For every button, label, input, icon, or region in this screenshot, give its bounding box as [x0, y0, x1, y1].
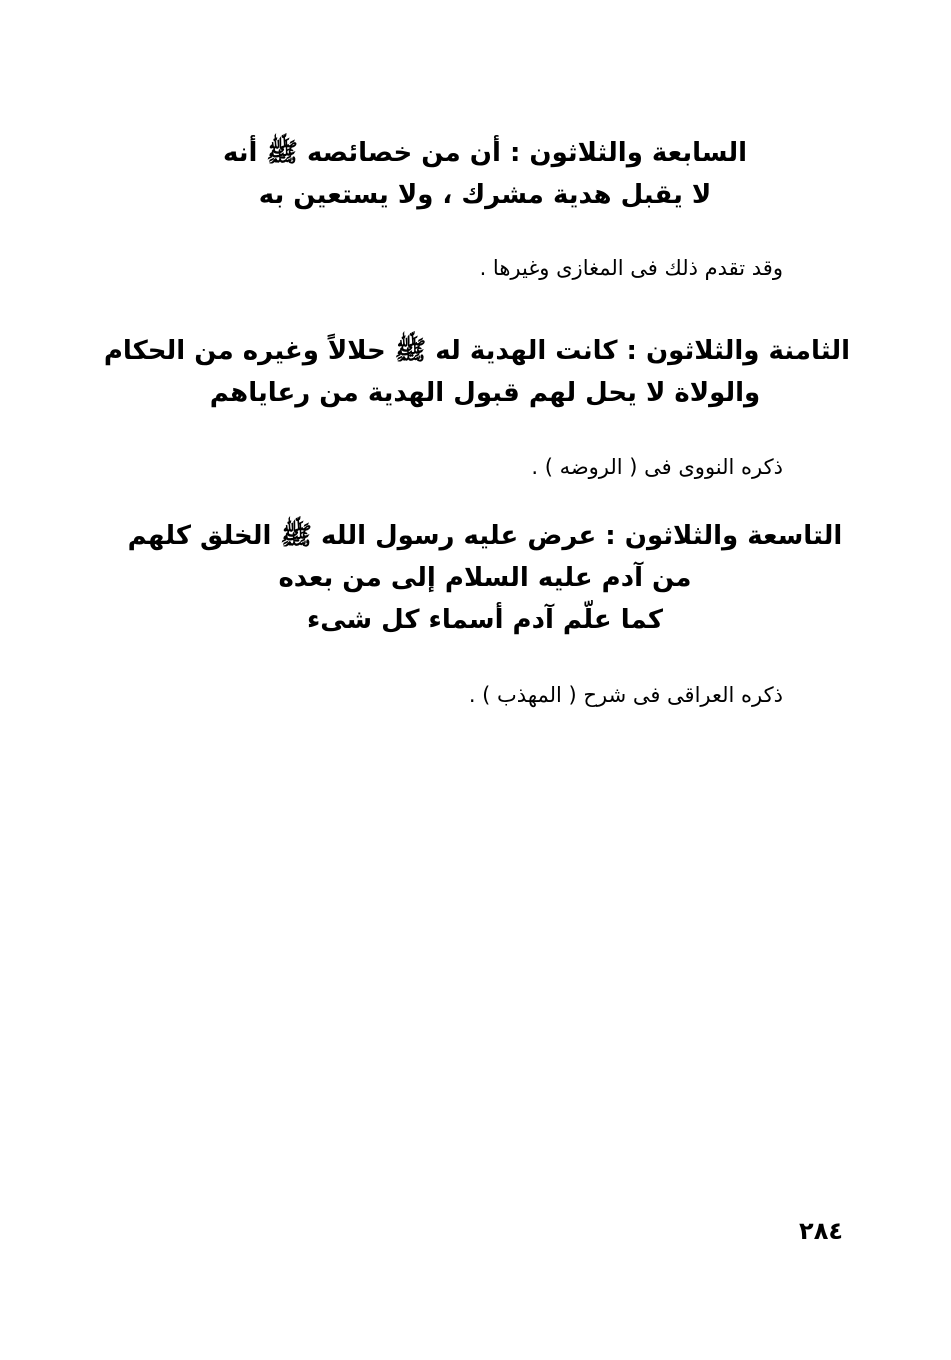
section-37-heading [120, 132, 850, 216]
section-37-note: وقد تقدم ذلك فى المغازى وغيرها . [479, 256, 783, 280]
section-38-heading [103, 330, 850, 414]
heading-line: والولاة لا يحل لهم قبول الهدية من رعاياهم [209, 378, 761, 408]
section-38-note: ذكره النووى فى ( الروضه ) . [531, 455, 783, 479]
heading-line: لا يقبل هدية مشرك ، ولا يستعين به [258, 180, 712, 210]
heading-line: كما علّم آدم أسماء كل شىء [306, 605, 664, 635]
heading-line: من آدم عليه السلام إلى من بعده [278, 563, 692, 593]
heading-line: التاسعة والثلاثون : عرض عليه رسول الله ﷺ الخلق كلهم [127, 521, 843, 551]
section-39-note: ذكره العراقى فى شرح ( المهذب ) . [468, 683, 783, 707]
page-number: ٢٨٤ [799, 1217, 843, 1245]
heading-line: الثامنة والثلاثون : كانت الهدية له ﷺ حلالاً وغيره من الحكام [103, 336, 850, 366]
section-39-heading [120, 515, 850, 641]
heading-line: السابعة والثلاثون : أن من خصائصه ﷺ أنه [222, 138, 748, 168]
